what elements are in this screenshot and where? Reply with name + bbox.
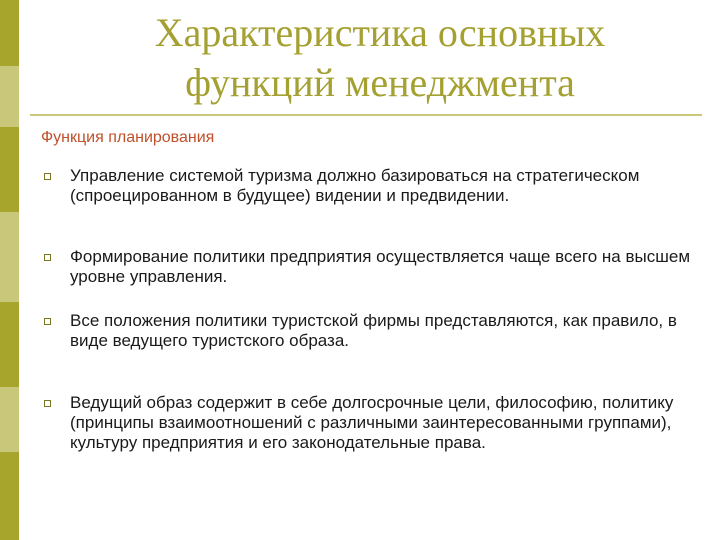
title-divider: [30, 114, 702, 116]
slide-title: [40, 8, 720, 108]
sidebar-segment: [0, 0, 19, 66]
hollow-square-icon: [44, 173, 51, 180]
hollow-square-icon: [44, 400, 51, 407]
sidebar-segment: [0, 127, 19, 212]
sidebar-segment: [0, 452, 19, 540]
sidebar-segment: [0, 302, 19, 387]
sidebar-decoration: [0, 0, 19, 540]
bullet-text: Ведущий образ содержит в себе долгосрочные цели, философию, политику (принципы взаимоотношений с различными заинтересованными группами), культуру предприятия и его законодательные права.: [70, 393, 674, 452]
slide-title-line-2: функций менеджмента: [185, 60, 575, 105]
sidebar-segment: [0, 387, 19, 452]
bullet-text: Все положения политики туристской фирмы представляются, как правило, в виде ведущего туристского образа.: [70, 311, 677, 350]
bullet-text: Управление системой туризма должно базироваться на стратегическом (спроецированном в будущее) видении и предвидении.: [70, 166, 640, 205]
slide-title-line-1: Характеристика основных: [154, 10, 606, 55]
bullet-text: Формирование политики предприятия осуществляется чаще всего на высшем уровне управления.: [70, 247, 691, 286]
sidebar-segment: [0, 66, 19, 127]
hollow-square-icon: [44, 254, 51, 261]
hollow-square-icon: [44, 318, 51, 325]
slide-subtitle: Функция планирования: [41, 129, 215, 146]
sidebar-segment: [0, 212, 19, 302]
